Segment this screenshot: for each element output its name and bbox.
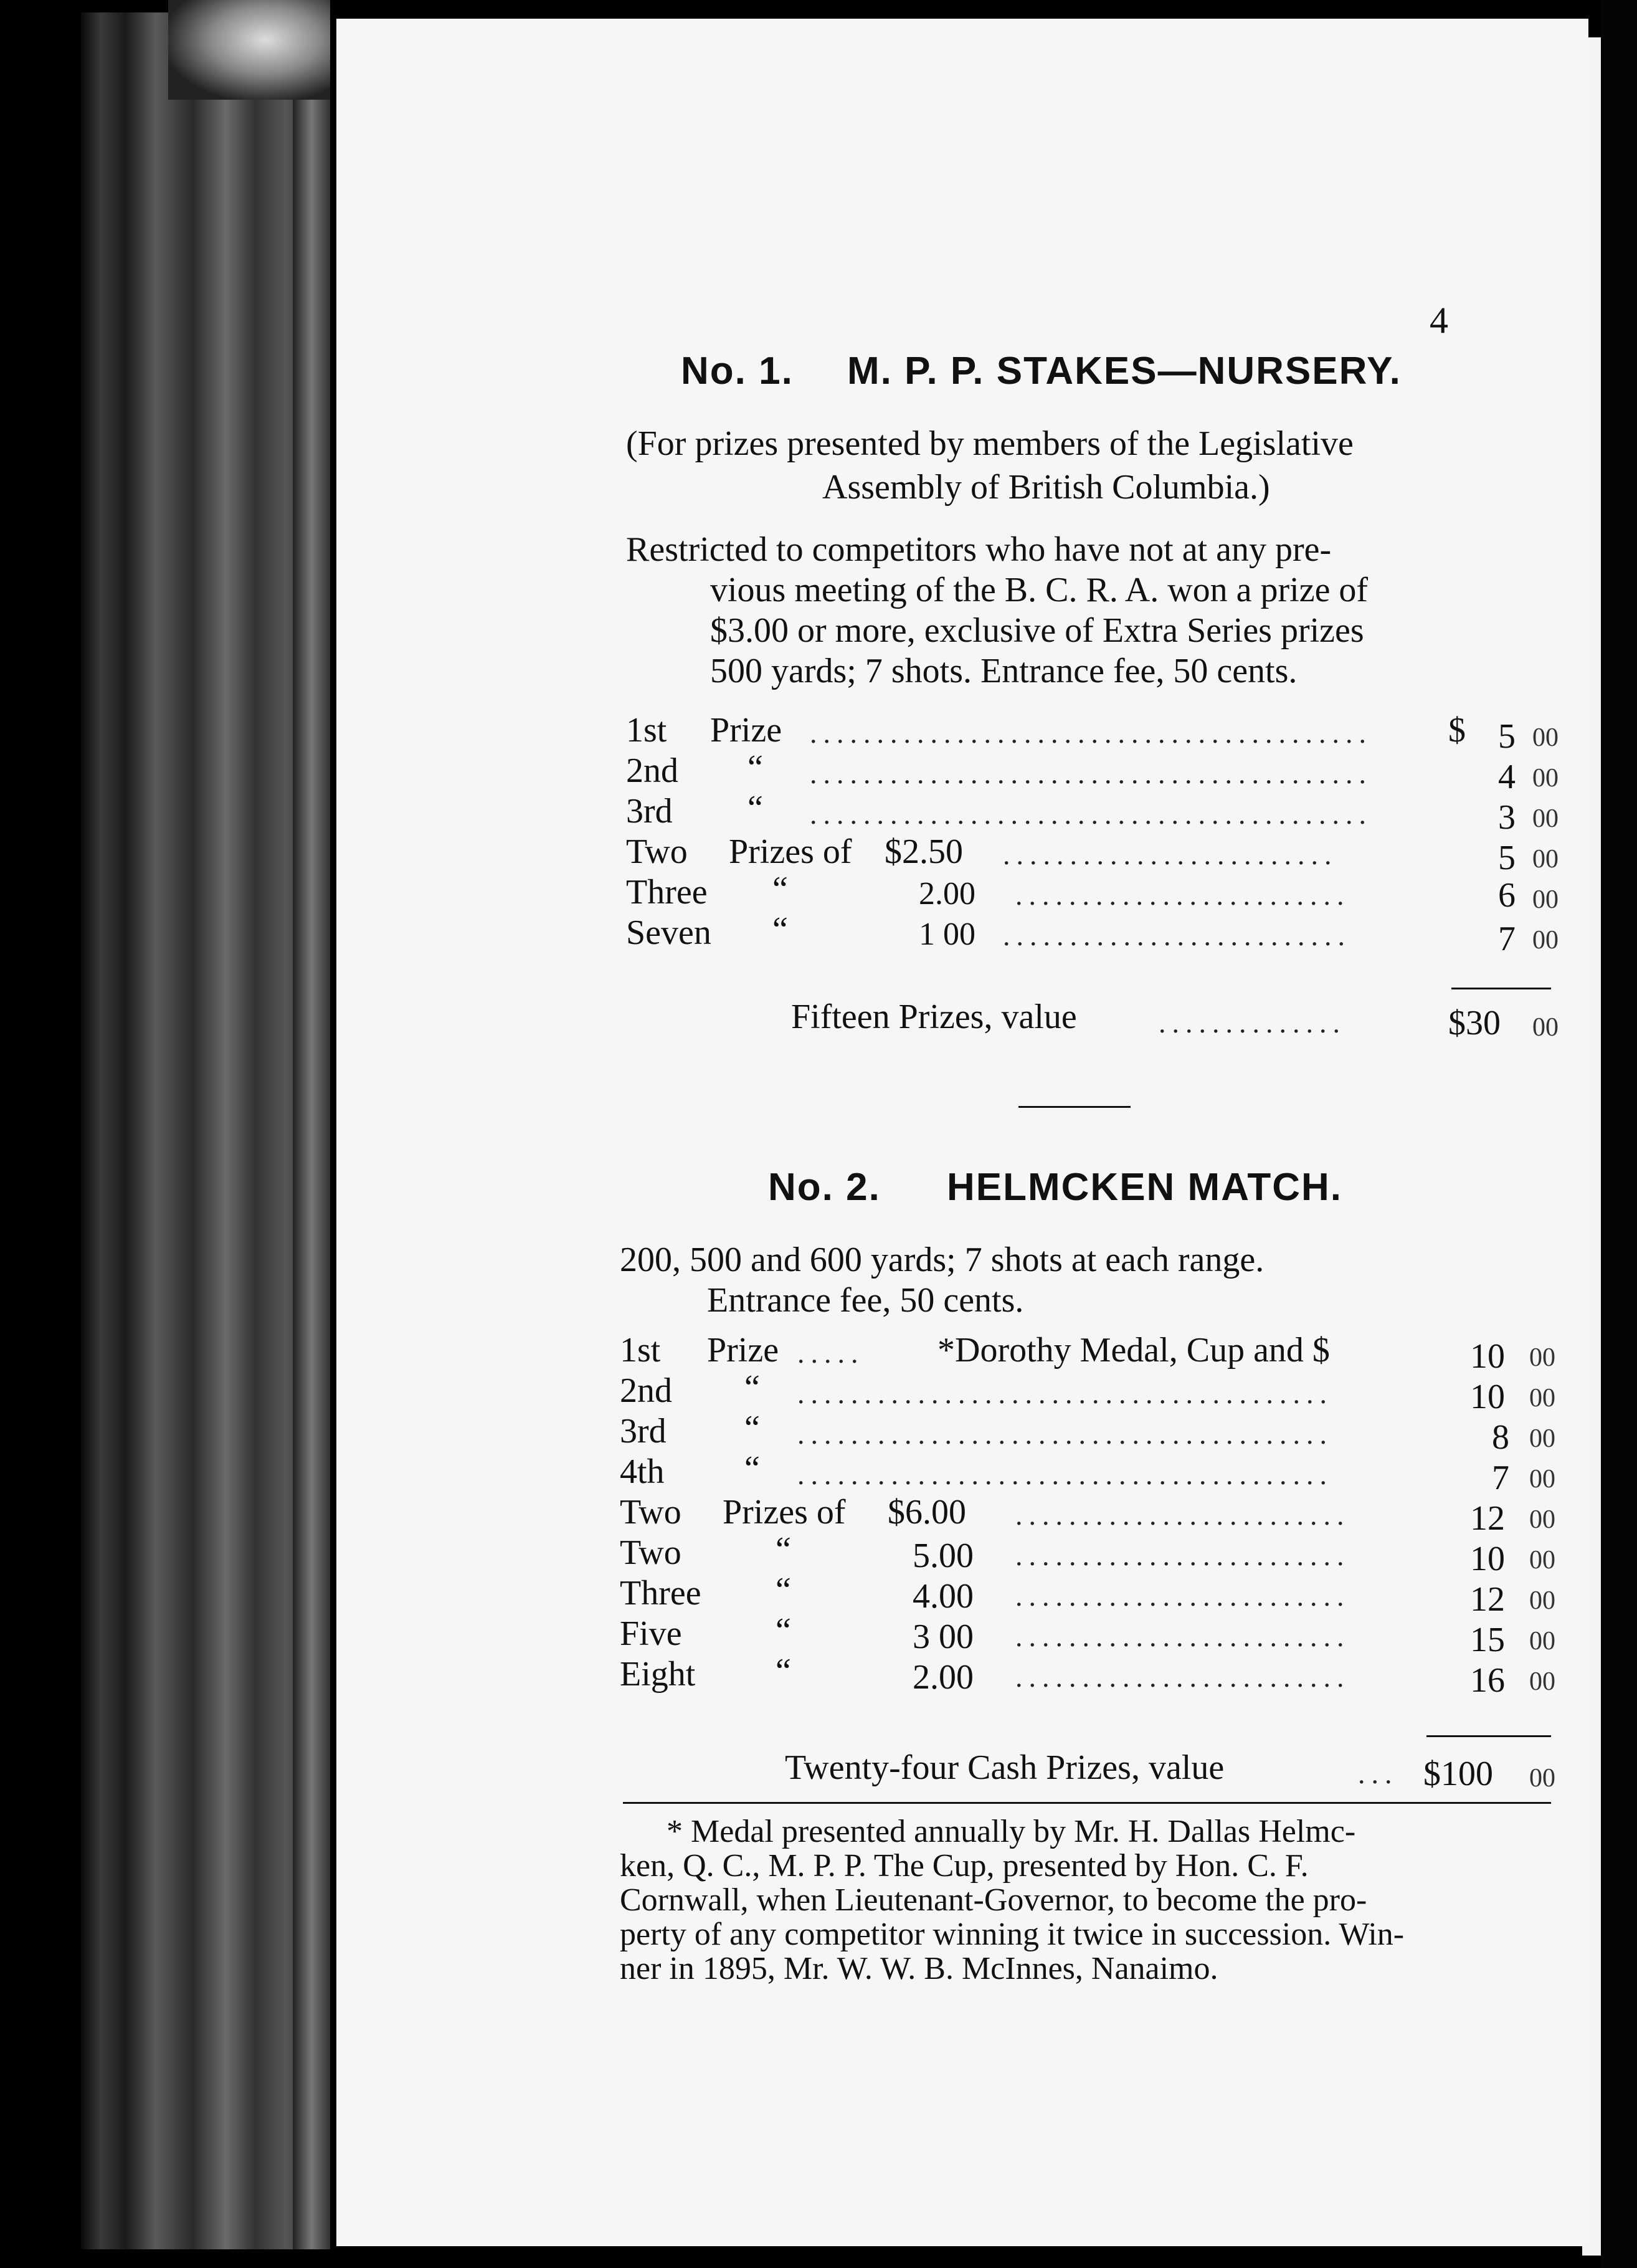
prize-cents: 00 (1529, 1424, 1555, 1453)
prize-amount: 10 (1470, 1378, 1505, 1416)
total-amount: $100 (1423, 1755, 1493, 1793)
section1-number: No. 1. (681, 350, 794, 393)
prize-desc: “ (747, 789, 763, 827)
prize-label: 4th (620, 1452, 665, 1491)
prize-cents: 00 (1529, 1384, 1555, 1413)
prize-cents: 00 (1532, 764, 1559, 793)
prize-rate: 3 00 (913, 1618, 974, 1656)
leader-dots: ......................... (1015, 879, 1350, 911)
section2-title: HELMCKEN MATCH. (947, 1166, 1343, 1209)
page-number: 4 (1430, 300, 1448, 341)
prize-desc: “ (744, 1449, 760, 1488)
leader-dots: ........................................ (797, 1378, 1333, 1409)
prize-rate: $2.50 (885, 832, 963, 871)
footnote-line: ken, Q. C., M. P. P. The Cup, presented by Hon. C. F. (620, 1848, 1309, 1884)
leader-dots: .......................................... (810, 758, 1372, 789)
total-cents: 00 (1532, 1013, 1559, 1042)
total-amount: $30 (1448, 1004, 1501, 1042)
footnote-line: ner in 1895, Mr. W. W. B. McInnes, Nanaimo. (620, 1951, 1218, 1986)
prize-amount: 12 (1470, 1499, 1505, 1538)
leader-dots: ......................... (1003, 839, 1338, 870)
footnote-line: Cornwall, when Lieutenant-Governor, to become the pro- (620, 1882, 1367, 1918)
prize-amount: 8 (1492, 1418, 1509, 1457)
prize-desc: “ (776, 1652, 791, 1690)
leader-dots: .......................................... (810, 717, 1372, 749)
prize-cents: 00 (1529, 1343, 1555, 1372)
leader-dots: ......................... (1015, 1499, 1350, 1531)
prize-amount: 5 (1498, 839, 1516, 877)
footnote-rule (623, 1802, 1551, 1804)
prize-cents: 00 (1529, 1667, 1555, 1696)
prize-cents: 00 (1532, 845, 1559, 874)
prize-rate: 2.00 (919, 876, 975, 912)
prize-cents: 00 (1532, 885, 1559, 914)
leader-dots: ..... (797, 1337, 865, 1369)
scan-border (1601, 0, 1637, 2268)
section2-number: No. 2. (768, 1166, 881, 1209)
prize-desc: “ (772, 870, 788, 908)
prize-label: Three (620, 1574, 701, 1613)
leader-dots: ......................... (1015, 1661, 1350, 1693)
leader-dots: .............. (1159, 1007, 1346, 1039)
prize-label: 1st (626, 711, 667, 750)
prize-cents: 00 (1532, 723, 1559, 752)
spine-top-cloth (168, 0, 330, 100)
prize-label: 2nd (626, 751, 678, 790)
prize-rate: 1 00 (919, 917, 975, 952)
page-edges (293, 12, 330, 2249)
prize-rate: 5.00 (913, 1537, 974, 1575)
prize-desc: “ (776, 1571, 791, 1609)
section1-title: M. P. P. STAKES—NURSERY. (847, 350, 1402, 393)
footnote-line: perty of any competitor winning it twice in succession. Win- (620, 1917, 1405, 1952)
section1-intro-1: (For prizes presented by members of the Legislative (626, 424, 1354, 463)
leader-dots: .......................... (1003, 920, 1351, 951)
prize-label: Seven (626, 913, 711, 952)
prize-label: Two (620, 1493, 681, 1532)
prize-amount: 15 (1470, 1621, 1505, 1659)
total-label: Fifteen Prizes, value (791, 998, 1077, 1036)
prize-desc: Prizes of (729, 832, 852, 871)
section-divider (1018, 1106, 1131, 1108)
prize-cents: 00 (1529, 1505, 1555, 1534)
leader-dots: ........................................ (797, 1418, 1333, 1450)
prize-desc: Prize (710, 711, 782, 750)
prize-cents: 00 (1532, 926, 1559, 955)
leader-dots: ........................................ (797, 1459, 1333, 1490)
section1-intro-2: Assembly of British Columbia.) (822, 468, 1270, 507)
prize-rate: 4.00 (913, 1577, 974, 1616)
prize-label: 3rd (626, 792, 673, 831)
prize-desc: Prizes of (723, 1493, 846, 1532)
section1-conditions-1: Restricted to competitors who have not at any pre- (626, 530, 1332, 569)
prize-rate: 2.00 (913, 1658, 974, 1697)
prize-desc: “ (776, 1611, 791, 1650)
section2-conditions-1: 200, 500 and 600 yards; 7 shots at each range. (620, 1241, 1265, 1279)
leader-dots: ......................... (1015, 1580, 1350, 1612)
prize-label: 3rd (620, 1412, 667, 1451)
prize-desc: “ (772, 910, 788, 949)
prize-cents: 00 (1529, 1627, 1555, 1656)
section2-conditions-2: Entrance fee, 50 cents. (707, 1281, 1024, 1320)
prize-cents: 00 (1529, 1546, 1555, 1575)
prize-amount: 5 (1498, 717, 1516, 756)
prize-amount: 10 (1470, 1337, 1505, 1376)
prize-amount: 16 (1470, 1661, 1505, 1700)
prize-amount: 3 (1498, 798, 1516, 837)
prize-label: Five (620, 1614, 682, 1653)
prize-label: 1st (620, 1331, 661, 1370)
sum-rule (1426, 1735, 1551, 1737)
dollar-sign: $ (1448, 711, 1466, 750)
prize-desc: “ (744, 1409, 760, 1447)
prize-amount: 7 (1498, 920, 1516, 958)
total-cents: 00 (1529, 1764, 1555, 1793)
sum-rule (1451, 988, 1551, 989)
total-label: Twenty-four Cash Prizes, value (785, 1748, 1225, 1787)
first-prize-note: *Dorothy Medal, Cup and $ (937, 1331, 1330, 1370)
prize-amount: 6 (1498, 876, 1516, 915)
prize-rate: $6.00 (888, 1493, 966, 1532)
prize-desc: Prize (707, 1331, 779, 1370)
leader-dots: ......................... (1015, 1621, 1350, 1652)
prize-cents: 00 (1532, 804, 1559, 833)
book-page (336, 19, 1588, 2246)
prize-label: Two (626, 832, 688, 871)
prize-cents: 00 (1529, 1465, 1555, 1494)
prize-amount: 4 (1498, 758, 1516, 796)
prize-label: 2nd (620, 1371, 672, 1410)
footnote-line: * Medal presented annually by Mr. H. Dallas Helmc- (667, 1814, 1356, 1849)
prize-amount: 10 (1470, 1540, 1505, 1578)
prize-label: Eight (620, 1655, 696, 1694)
leader-dots: .......................................... (810, 798, 1372, 830)
prize-desc: “ (776, 1530, 791, 1569)
leader-dots: ......................... (1015, 1540, 1350, 1571)
prize-amount: 7 (1492, 1459, 1509, 1497)
section1-conditions-2: vious meeting of the B. C. R. A. won a prize of (710, 571, 1369, 609)
section1-conditions-4: 500 yards; 7 shots. Entrance fee, 50 cents. (710, 652, 1298, 690)
prize-amount: 12 (1470, 1580, 1505, 1619)
prize-desc: “ (744, 1368, 760, 1407)
prize-label: Three (626, 873, 708, 912)
section1-conditions-3: $3.00 or more, exclusive of Extra Series prizes (710, 611, 1364, 650)
prize-label: Two (620, 1533, 681, 1572)
prize-cents: 00 (1529, 1586, 1555, 1615)
prize-desc: “ (747, 748, 763, 787)
leader-dots: ... (1358, 1758, 1398, 1789)
